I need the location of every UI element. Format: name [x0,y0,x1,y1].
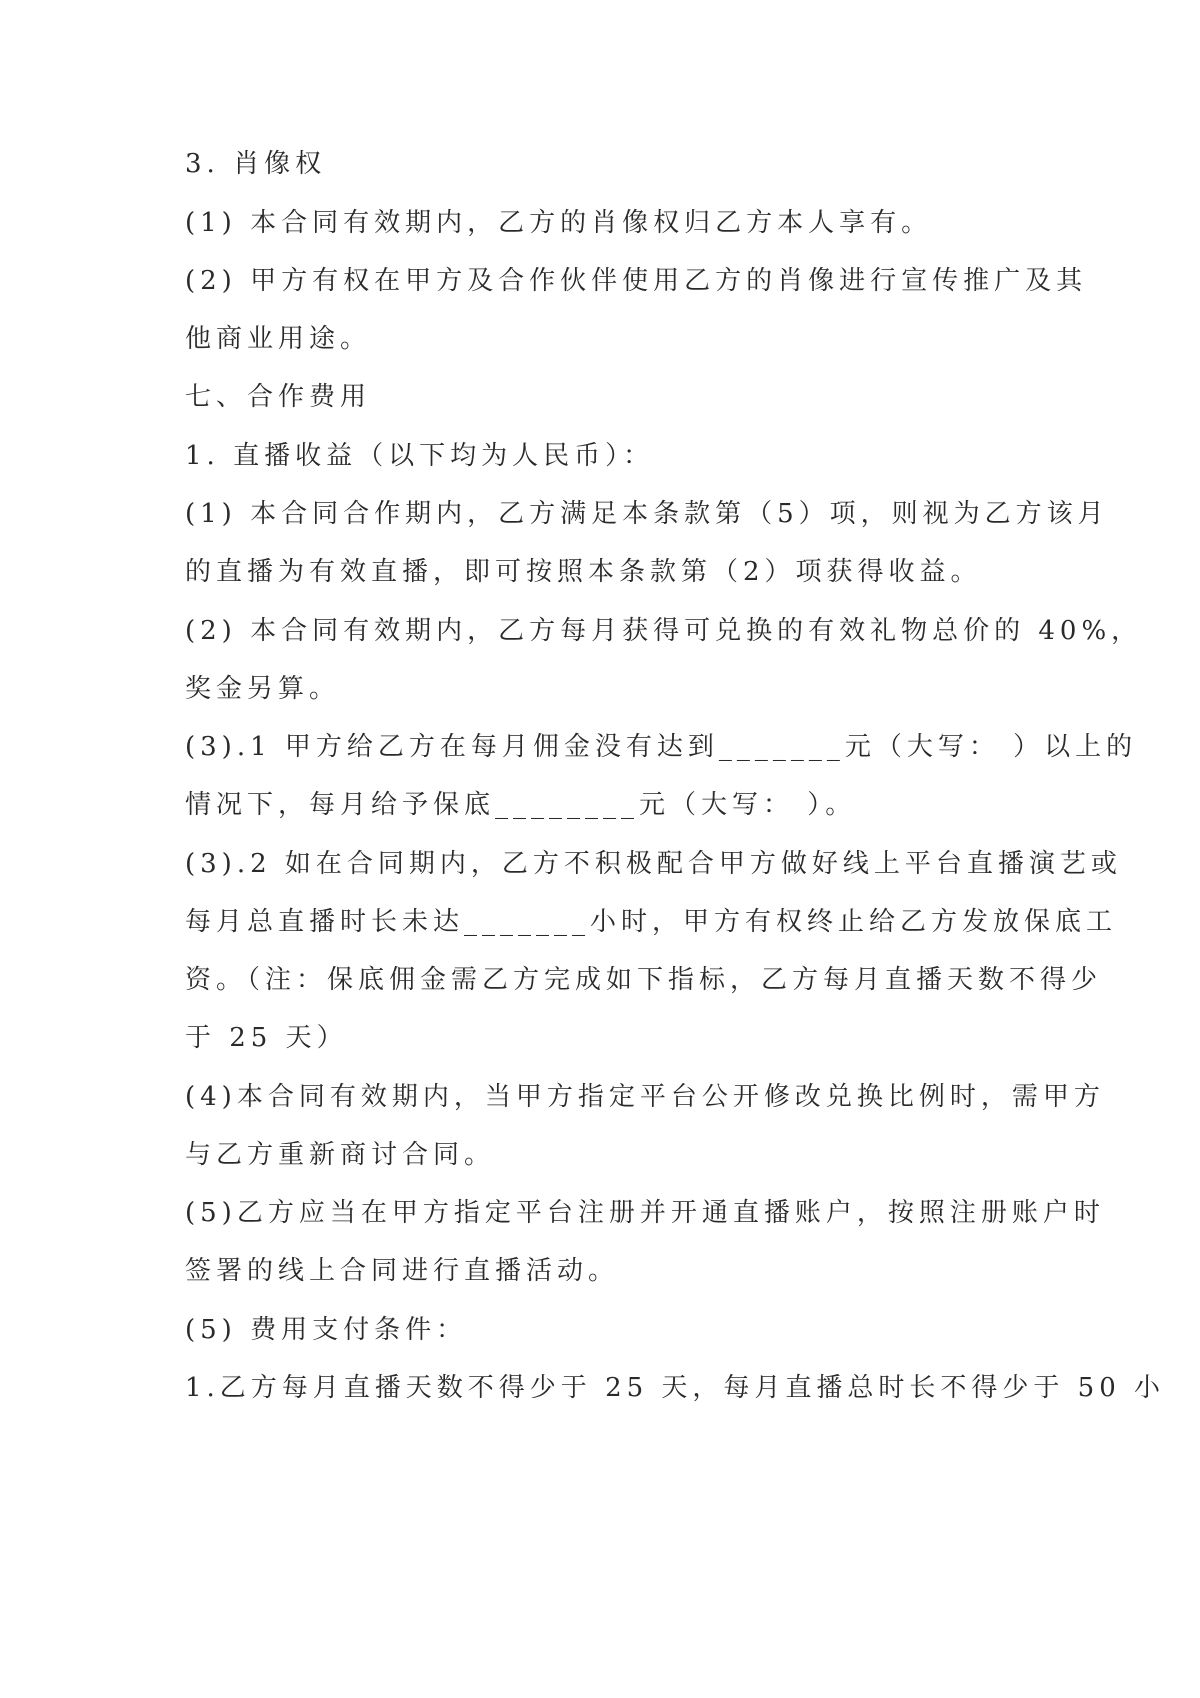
paragraph-line: 奖金另算。 [185,674,341,704]
paragraph-line: (2) 本合同有效期内，乙方每月获得可兑换的有效礼物总价的 40%， [185,616,1143,646]
paragraph-line: 情况下，每月给予保底________元（大写： ）。 [185,790,857,820]
subsection-heading-live-income: 1. 直播收益（以下均为人民币）： [185,441,655,471]
paragraph-line: (5)乙方应当在甲方指定平台注册并开通直播账户，按照注册账户时 [185,1198,1105,1228]
paragraph-line: (3).1 甲方给乙方在每月佣金没有达到_______元（大写： ）以上的 [185,732,1138,762]
paragraph-line: 他商业用途。 [185,324,372,354]
paragraph-line: (3).2 如在合同期内，乙方不积极配合甲方做好线上平台直播演艺或 [185,849,1122,879]
paragraph-line: 1.乙方每月直播天数不得少于 25 天，每月直播总时长不得少于 50 小 [185,1373,1166,1403]
paragraph-line: 每月总直播时长未达_______小时，甲方有权终止给乙方发放保底工 [185,907,1118,937]
subsection-heading-payment-conditions: (5) 费用支付条件： [185,1315,468,1345]
section-heading-portrait-rights: 3. 肖像权 [185,149,327,179]
paragraph-line: 资。（注：保底佣金需乙方完成如下指标，乙方每月直播天数不得少 [185,965,1103,995]
paragraph-line: (2) 甲方有权在甲方及合作伙伴使用乙方的肖像进行宣传推广及其 [185,266,1088,296]
paragraph-line: (4)本合同有效期内，当甲方指定平台公开修改兑换比例时，需甲方 [185,1082,1105,1112]
paragraph-line: 于 25 天） [185,1023,348,1053]
section-heading-cooperation-fees: 七、合作费用 [185,382,372,412]
paragraph-line: 与乙方重新商讨合同。 [185,1140,496,1170]
paragraph-line: 签署的线上合同进行直播活动。 [185,1256,620,1286]
paragraph-line: (1) 本合同合作期内，乙方满足本条款第（5）项，则视为乙方该月 [185,499,1109,529]
paragraph-line: (1) 本合同有效期内，乙方的肖像权归乙方本人享有。 [185,208,933,238]
paragraph-line: 的直播为有效直播，即可按照本条款第（2）项获得收益。 [185,557,982,587]
